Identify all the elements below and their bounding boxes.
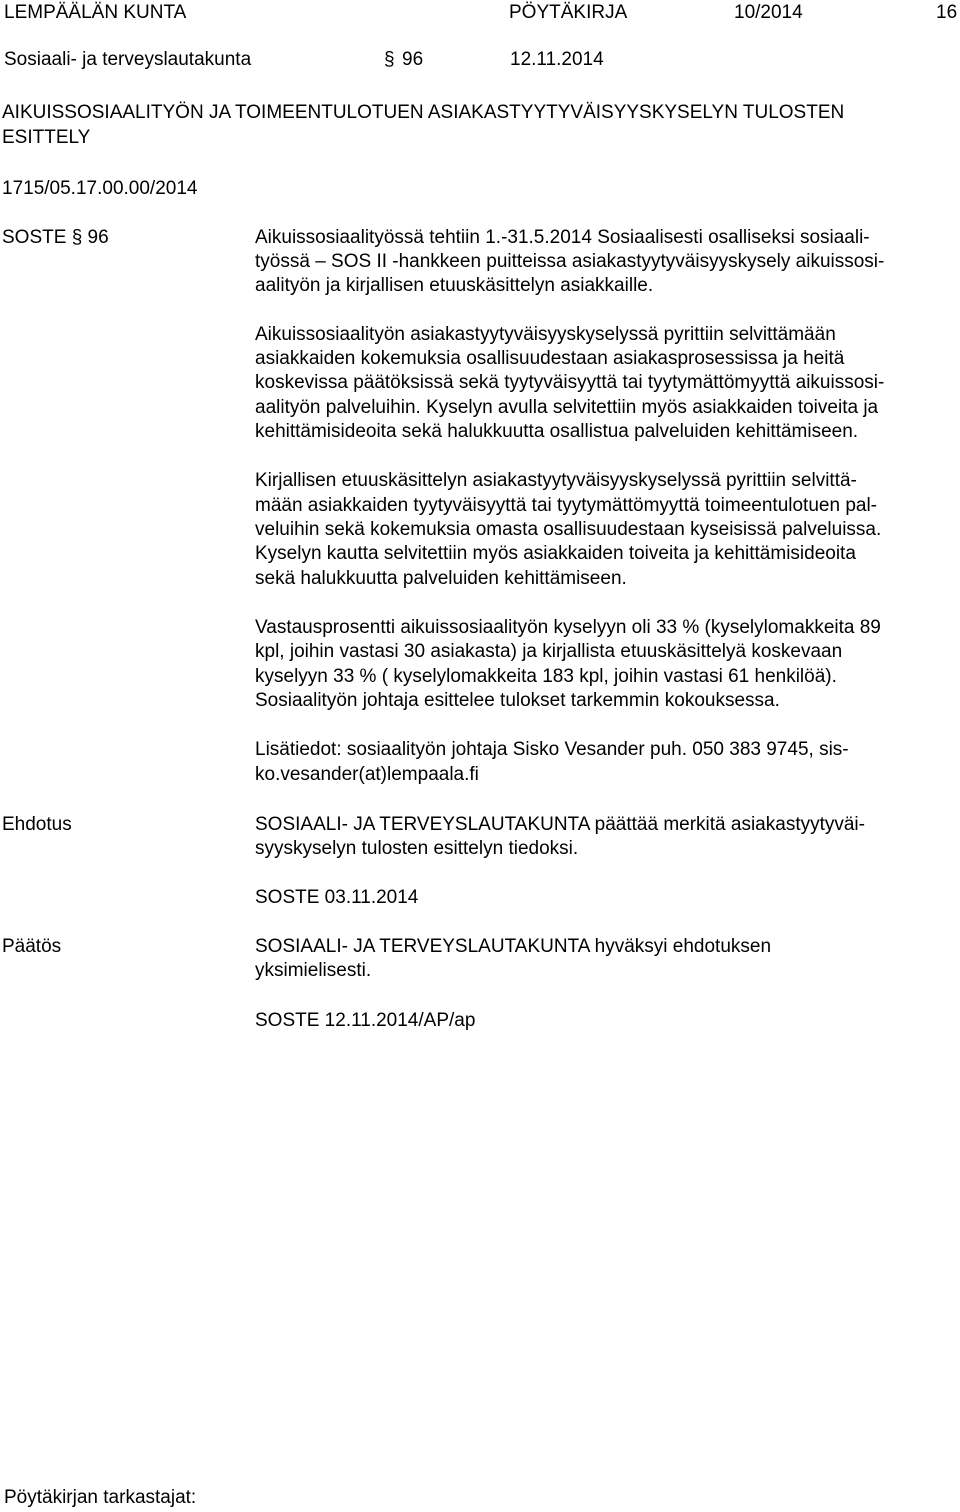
- paragraph-1-line-1: Aikuissosiaalityössä tehtiin 1.-31.5.2014 Sosiaalisesti osalliseksi sosiaali-: [255, 227, 870, 248]
- paragraph-1-line-2: työssä – SOS II -hankkeen puitteissa asiakastyytyväisyyskysely aikuissosi-: [255, 251, 885, 272]
- paragraph-4-line-4: Sosiaalityön johtaja esittelee tulokset tarkemmin kokouksessa.: [255, 690, 780, 711]
- document-number: 10/2014: [734, 2, 803, 23]
- soste-prefix: SOSTE: [2, 227, 67, 248]
- paragraph-2-line-1: Aikuissosiaalityön asiakastyytyväisyyskyselyssä pyrittiin selvittämään: [255, 324, 836, 345]
- paragraph-2-line-4: aalityön palveluihin. Kyselyn avulla selvitettiin myös asiakkaiden toiveita ja: [255, 397, 879, 418]
- paragraph-3-line-4: Kyselyn kautta selvitettiin myös asiakkaiden toiveita ja kehittämisideoita: [255, 543, 856, 564]
- inspectors-label: Pöytäkirjan tarkastajat:: [4, 1487, 197, 1508]
- soste-section-number: 96: [87, 227, 109, 248]
- meeting-date: 12.11.2014: [510, 49, 604, 70]
- paragraph-3-line-5: sekä halukkuutta palveluiden kehittämiseen.: [255, 568, 627, 589]
- paragraph-4-line-1: Vastausprosentti aikuissosiaalityön kyselyyn oli 33 % (kyselylomakkeita 89: [255, 617, 881, 638]
- document-title-line-1: AIKUISSOSIAALITYÖN JA TOIMEENTULOTUEN ASIAKASTYYTYVÄISYYSKYSELYN TULOSTEN: [2, 102, 845, 123]
- contact-info-line-1: Lisätiedot: sosiaalityön johtaja Sisko Vesander puh. 050 383 9745, sis-: [255, 739, 849, 760]
- contact-info-line-2: ko.vesander(at)lempaala.fi: [255, 764, 479, 785]
- paragraph-4-line-2: kpl, joihin vastasi 30 asiakasta) ja kirjallista etuuskäsittelyä koskevaan: [255, 641, 843, 662]
- paragraph-2-line-5: kehittämisideoita sekä halukkuutta osallistua palveluiden kehittämiseen.: [255, 421, 859, 442]
- decision-reference: SOSTE 12.11.2014/AP/ap: [255, 1010, 476, 1031]
- document-type: PÖYTÄKIRJA: [509, 2, 628, 23]
- municipality-name: LEMPÄÄLÄN KUNTA: [4, 2, 187, 23]
- paragraph-2-line-3: koskevissa päätöksissä sekä tyytyväisyyttä tai tyytymättömyyttä aikuissosi-: [255, 372, 885, 393]
- decision-line-2: yksimielisesti.: [255, 960, 372, 981]
- decision-label: Päätös: [2, 936, 62, 957]
- section-number: 96: [402, 49, 424, 70]
- soste-section-label: [2, 226, 109, 250]
- paragraph-4-line-3: kyselyyn 33 % ( kyselylomakkeita 183 kpl, joihin vastasi 61 henkilöä).: [255, 666, 837, 687]
- paragraph-3-line-1: Kirjallisen etuuskäsittelyn asiakastyytyväisyyskyselyssä pyrittiin selvittä-: [255, 470, 857, 491]
- paragraph-1-line-3: aalityön ja kirjallisen etuuskäsittelyn asiakkaille.: [255, 275, 654, 296]
- record-number: 1715/05.17.00.00/2014: [2, 178, 198, 199]
- proposal-reference: SOSTE 03.11.2014: [255, 887, 419, 908]
- proposal-label: Ehdotus: [2, 814, 72, 835]
- paragraph-2-line-2: asiakkaiden kokemuksia osallisuudestaan asiakasprosessissa ja heitä: [255, 348, 845, 369]
- committee-name: Sosiaali- ja terveyslautakunta: [4, 49, 252, 70]
- proposal-line-1: SOSIAALI- JA TERVEYSLAUTAKUNTA päättää merkitä asiakastyytyväi-: [255, 814, 865, 835]
- document-title-line-2: ESITTELY: [2, 127, 91, 148]
- proposal-line-2: syyskyselyn tulosten esittelyn tiedoksi.: [255, 838, 579, 859]
- paragraph-3-line-2: mään asiakkaiden tyytyväisyyttä tai tyytymättömyyttä toimeentulotuen pal-: [255, 495, 877, 516]
- decision-line-1: SOSIAALI- JA TERVEYSLAUTAKUNTA hyväksyi ehdotuksen: [255, 936, 772, 957]
- paragraph-3-line-3: veluihin sekä kokemuksia omasta osallisuudestaan kyseisissä palveluissa.: [255, 519, 882, 540]
- soste-section-symbol: §: [71, 227, 83, 248]
- section-symbol: §: [384, 49, 395, 70]
- page-number: 16: [936, 2, 958, 23]
